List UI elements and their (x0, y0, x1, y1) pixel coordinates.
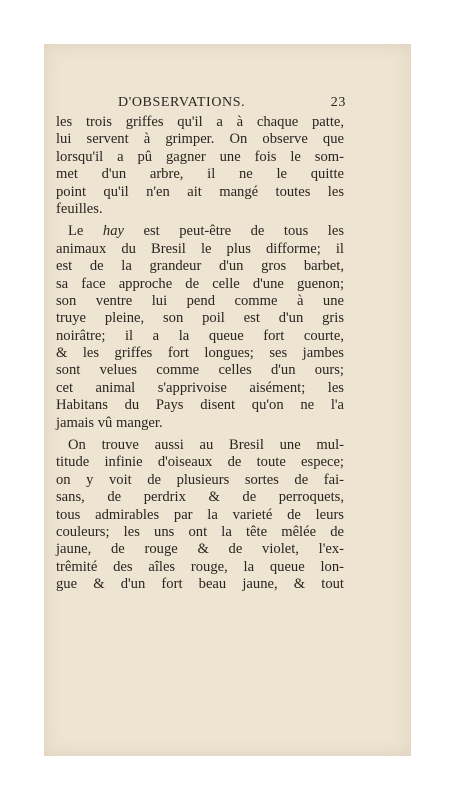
text-line: titude infinie d'oiseaux de toute espece; (56, 454, 344, 471)
text-line: On trouve aussi au Bresil une mul- (68, 437, 344, 454)
text-line: lorsqu'il a pû gagner une fois le som- (56, 148, 344, 165)
text-line: noirâtre; il a la queue fort courte, (56, 327, 344, 344)
text-line: jamais vû manger. (56, 414, 163, 431)
text-line: point qu'il n'en ait mangé toutes les (56, 183, 344, 200)
text-line: tous admirables par la varieté de leurs (56, 506, 344, 523)
text-line: son ventre lui pend comme à une (56, 292, 344, 309)
text-line: jaune, de rouge & de violet, l'ex- (56, 541, 344, 558)
text-line: les trois griffes qu'il a à chaque patte, (56, 114, 344, 130)
text-line: Habitans du Pays disent qu'on ne l'a (56, 397, 344, 414)
text-line: Le hay est peut-être de tous les (68, 223, 344, 240)
text-line: met d'un arbre, il ne le quitte (56, 166, 344, 183)
text-line: gue & d'un fort beau jaune, & tout (56, 576, 344, 593)
text-line: couleurs; les uns ont la tête mêlée de (56, 523, 344, 540)
text-line: sans, de perdrix & de perroquets, (56, 489, 344, 506)
text-line: sont velues comme celles d'un ours; (56, 362, 344, 379)
paragraph-1 (56, 114, 344, 218)
text-line: est de la grandeur d'un gros barbet, (56, 258, 344, 275)
text-line: trêmité des aîles rouge, la queue lon- (56, 558, 344, 575)
page-number: 23 (330, 95, 346, 110)
italic-word: hay (102, 223, 124, 240)
text-line: animaux du Bresil le plus difforme; il (56, 240, 344, 257)
paragraph-3 (56, 437, 344, 594)
text-line: feuilles. (56, 200, 103, 217)
page-header (56, 92, 344, 114)
text-line: on y voit de plusieurs sortes de fai- (56, 471, 344, 488)
text-line: cet animal s'apprivoise aisément; les (56, 379, 344, 396)
running-head: D'OBSERVATIONS. (118, 95, 246, 110)
text-line: truye pleine, son poil est d'un gris (56, 310, 344, 327)
text-line: sa face approche de celle d'une guenon; (56, 275, 344, 292)
text-line: lui servent à grimper. On observe que (56, 131, 344, 148)
text-line: & les griffes fort longues; ses jambes (56, 345, 344, 362)
paragraph-2 (56, 223, 344, 432)
page-text (56, 92, 344, 594)
